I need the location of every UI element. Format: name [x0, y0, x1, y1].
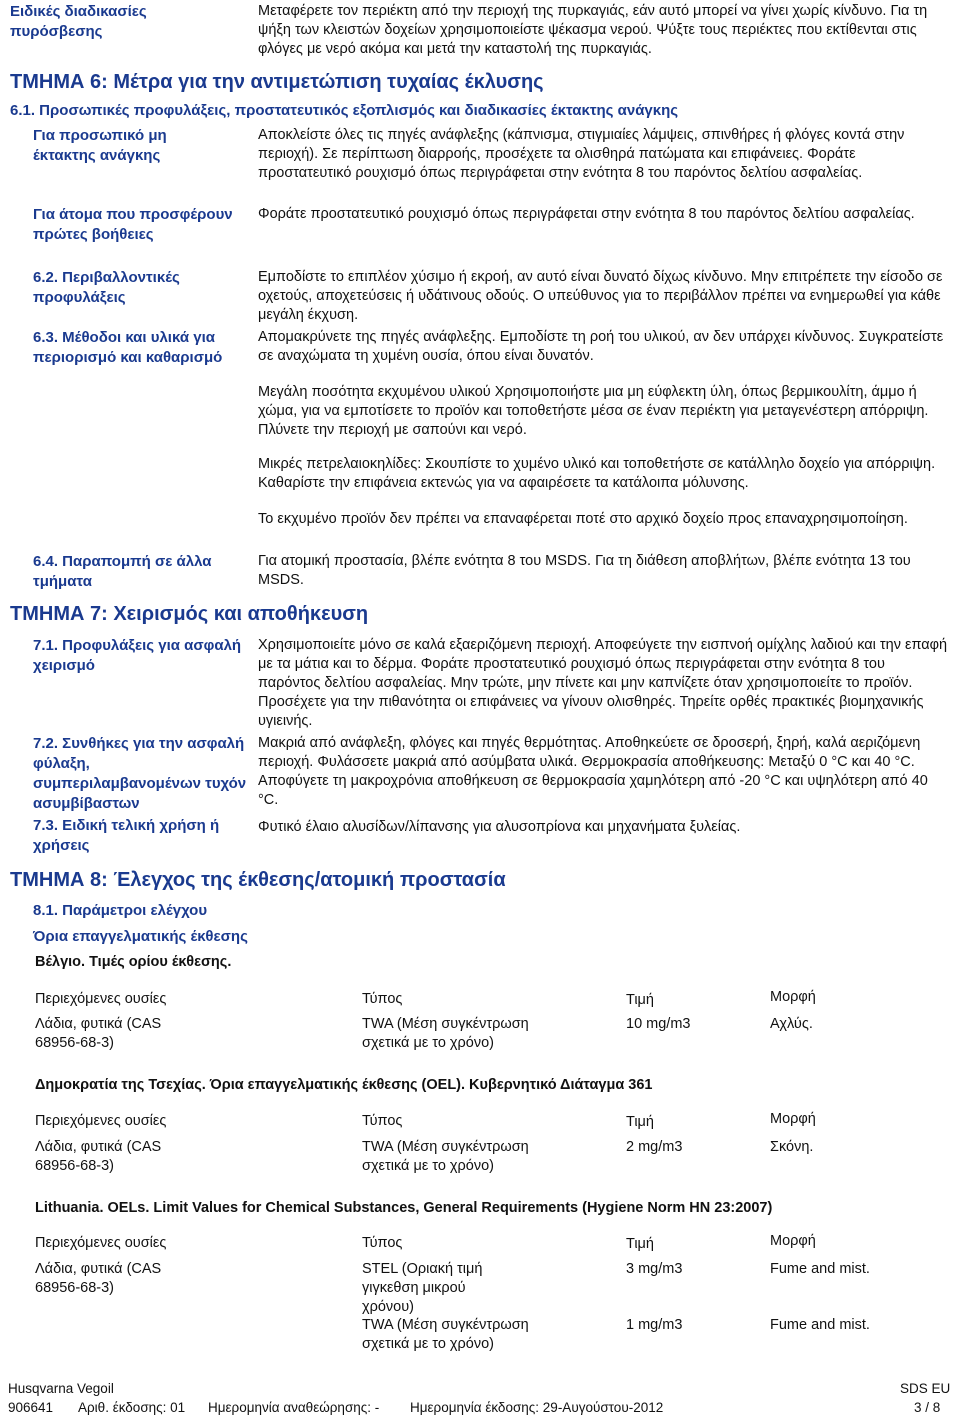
- lithuania-row-value: 3 mg/m3: [626, 1261, 683, 1277]
- storage-label: 7.2. Συνθήκες για την ασφαλή φύλαξη, συμπεριλαμβανομένων τυχόν ασυμβίβαστων: [33, 735, 247, 812]
- belgium-title: Βέλγιο. Τιμές ορίου έκθεσης.: [35, 954, 232, 970]
- col-header-form: Μορφή: [770, 1111, 816, 1127]
- fire-procedures-label: Ειδικές διαδικασίες πυρόσβεσης: [10, 3, 147, 40]
- fire-procedures-text: Μεταφέρετε τον περιέκτη από την περιοχή της πυρκαγιάς, εάν αυτό μπορεί να γίνει χωρίς κίνδυνο. Για τη ψήξη των κλειστών δοχείων χρησιμοποιείστε ψέκασμα νερού. Ψύξτε τους περιέκτες που εκτίθενται στις φλόγες με νερό ακόμα και μετά την καταστολή της πυρκαγιάς.: [258, 3, 928, 57]
- lithuania-row2-value: 1 mg/m3: [626, 1317, 683, 1333]
- czech-title: Δημοκρατία της Τσεχίας. Όρια επαγγελματικής έκθεσης (OEL). Κυβερνητικό Διάταγμα 361: [35, 1077, 653, 1093]
- section-6-title: ΤΜΗΜΑ 6: Μέτρα για την αντιμετώπιση τυχαίας έκλυσης: [10, 71, 544, 93]
- section-7-title: ΤΜΗΜΑ 7: Χειρισμός και αποθήκευση: [10, 603, 369, 625]
- col-header-form: Μορφή: [770, 1233, 816, 1249]
- section-8-1-title: 8.1. Παράμετροι ελέγχου: [33, 902, 208, 919]
- non-emergency-label: Για προσωπικό μη έκτακτης ανάγκης: [33, 127, 167, 164]
- belgium-row-value: 10 mg/m3: [626, 1016, 691, 1032]
- first-aid-label: Για άτομα που προσφέρουν πρώτες βοήθειες: [33, 206, 233, 243]
- reference-label: 6.4. Παραπομπή σε άλλα τμήματα: [33, 553, 212, 590]
- lithuania-row-form: Fume and mist.: [770, 1261, 870, 1277]
- footer-issue-date: Ημερομηνία έκδοσης: 29-Αυγούστου-2012: [410, 1400, 664, 1415]
- belgium-row-type: TWA (Μέση συγκέντρωση σχετικά με το χρόνο): [362, 1016, 529, 1051]
- containment-text-3: Μικρές πετρελαιοκηλίδες: Σκουπίστε το χυμένο υλικό και τοποθετήστε σε κατάλληλο δοχείο για απόρριψη. Καθαρίστε την επιφάνεια εκτενώς για να αφαιρέσετε τα κατάλοιπα μόλυνσης.: [258, 456, 936, 491]
- footer-doc-type: SDS EU: [900, 1381, 951, 1396]
- storage-text: Μακριά από ανάφλεξη, φλόγες και πηγές θερμότητας. Αποθηκεύετε σε δροσερή, ξηρή, καλά αεριζόμενη περιοχή. Φυλάσσετε μακριά από ασύμβατα υλικά. Θερμοκρασία αποθήκευσης: Μεταξύ 0 °C και 40 °C. Αποφύγετε τη μακροχρόνια αποθήκευση σε θερμοκρασία χαμηλότερη από -20 °C και υψηλότερη από 40 °C.: [258, 735, 928, 808]
- col-header-type: Τύπος: [362, 1113, 403, 1129]
- footer-page: 3 / 8: [914, 1400, 941, 1415]
- section-8-title: ΤΜΗΜΑ 8: Έλεγχος της έκθεσης/ατομική προστασία: [10, 869, 506, 891]
- lithuania-row2-type: TWA (Μέση συγκέντρωση σχετικά με το χρόνο): [362, 1317, 529, 1352]
- col-header-substance: Περιεχόμενες ουσίες: [35, 991, 167, 1007]
- czech-row-value: 2 mg/m3: [626, 1139, 683, 1155]
- containment-text-1: Απομακρύνετε της πηγές ανάφλεξης. Εμποδίστε τη ροή του υλικού, αν δεν υπάρχει κίνδυνος. Συγκρατείστε σε αναχώματα τη χυμένη ουσία, όπου είναι δυνατόν.: [258, 329, 944, 364]
- containment-text-4: Το εκχυμένο προϊόν δεν πρέπει να επαναφέρεται ποτέ στο αρχικό δοχείο προς επαναχρησιμοποίηση.: [258, 511, 908, 527]
- reference-text: Για ατομική προστασία, βλέπε ενότητα 8 του MSDS. Για τη διάθεση αποβλήτων, βλέπε ενότητα 13 του MSDS.: [258, 553, 911, 588]
- env-precautions-label: 6.2. Περιβαλλοντικές προφυλάξεις: [33, 269, 180, 306]
- end-use-label: 7.3. Ειδική τελική χρήση ή χρήσεις: [33, 817, 220, 854]
- end-use-text: Φυτικό έλαιο αλυσίδων/λίπανσης για αλυσοπρίονα και μηχανήματα ξυλείας.: [258, 819, 741, 835]
- footer-revision-no: Αριθ. έκδοσης: 01: [78, 1400, 186, 1415]
- col-header-substance: Περιεχόμενες ουσίες: [35, 1235, 167, 1251]
- footer-revision-date: Ημερομηνία αναθεώρησης: -: [208, 1400, 380, 1415]
- containment-label: 6.3. Μέθοδοι και υλικά για περιορισμό και καθαρισμό: [33, 329, 223, 366]
- oel-heading: Όρια επαγγελματικής έκθεσης: [33, 928, 248, 945]
- footer-code: 906641: [8, 1400, 54, 1415]
- col-header-value: Τιμή: [626, 1236, 654, 1252]
- non-emergency-text: Αποκλείστε όλες τις πηγές ανάφλεξης (κάπνισμα, στιγμιαίες λάμψεις, σπινθήρες ή φλόγες κοντά στην περιοχή). Σε περίπτωση διαρροής, προσέχετε τα ολισθηρά πατώματα και επιφάνειες. Φοράτε προστατευτικό ρουχισμό όπως περιγράφεται στην ενότητα 8 του παρόντος δελτίου ασφαλείας.: [258, 127, 905, 181]
- col-header-value: Τιμή: [626, 992, 654, 1008]
- safe-handling-text: Χρησιμοποιείτε μόνο σε καλά εξαεριζόμενη περιοχή. Αποφεύγετε την εισπνοή ομίχλης λαδιού και την επαφή με τα μάτια και το δέρμα. Φοράτε προστατευτικό ρουχισμό όπως περιγράφεται στην ενότητα 8 του παρόντος δελτίου ασφαλείας. Μην τρώτε, μην πίνετε και μην καπνίζετε όταν χρησιμοποιείτε το προϊόν. Προσέχετε για την πιθανότητα οι επιφάνειες να γίνουν ολισθηρές. Τηρείτε ορθές πρακτικές βιομηχανικής υγιεινής.: [258, 637, 948, 729]
- containment-text-2: Μεγάλη ποσότητα εκχυμένου υλικού Χρησιμοποιήστε μια μη εύφλεκτη ύλη, όπως βερμικουλίτη, άμμο ή χώμα, για να εμποτίσετε το προϊόν και τοποθετήστε μέσα σε έναν περιέκτη για μεταγενέστερη απόρριψη. Πλύνετε την περιοχή με σαπούνι και νερό.: [258, 384, 929, 438]
- col-header-type: Τύπος: [362, 1235, 403, 1251]
- section-6-1-title: 6.1. Προσωπικές προφυλάξεις, προστατευτικός εξοπλισμός και διαδικασίες έκτακτης ανάγκης: [10, 102, 679, 119]
- lithuania-title: Lithuania. OELs. Limit Values for Chemical Substances, General Requirements (Hygiene Norm HN 23:2007): [35, 1200, 773, 1216]
- czech-row-substance: Λάδια, φυτικά (CAS 68956-68-3): [35, 1139, 162, 1174]
- safe-handling-label: 7.1. Προφυλάξεις για ασφαλή χειρισμό: [33, 637, 242, 674]
- czech-row-form: Σκόνη.: [770, 1139, 814, 1155]
- col-header-substance: Περιεχόμενες ουσίες: [35, 1113, 167, 1129]
- belgium-row-substance: Λάδια, φυτικά (CAS 68956-68-3): [35, 1016, 162, 1051]
- lithuania-row2-form: Fume and mist.: [770, 1317, 870, 1333]
- first-aid-text: Φοράτε προστατευτικό ρουχισμό όπως περιγράφεται στην ενότητα 8 του παρόντος δελτίου ασφαλείας.: [258, 206, 915, 222]
- col-header-type: Τύπος: [362, 991, 403, 1007]
- belgium-row-form: Αχλύς.: [770, 1016, 813, 1032]
- czech-row-type: TWA (Μέση συγκέντρωση σχετικά με το χρόνο): [362, 1139, 529, 1174]
- col-header-value: Τιμή: [626, 1114, 654, 1130]
- lithuania-row-substance: Λάδια, φυτικά (CAS 68956-68-3): [35, 1261, 162, 1296]
- footer-product: Husqvarna Vegoil: [8, 1381, 114, 1396]
- col-header-form: Μορφή: [770, 989, 816, 1005]
- lithuania-row-type: STEL (Οριακή τιμή γιγκεθση μικρού χρόνου): [362, 1261, 483, 1315]
- env-precautions-text: Εμποδίστε το επιπλέον χύσιμο ή εκροή, αν αυτό είναι δυνατό δίχως κίνδυνο. Μην επιτρέπετε την είσοδο σε οχετούς, αποχετεύσεις ή υδάτινους οδούς. Ο υπεύθυνος για το περιβάλλον πρέπει να ενημερωθεί για κάθε μεγάλη έκχυση.: [258, 269, 943, 323]
